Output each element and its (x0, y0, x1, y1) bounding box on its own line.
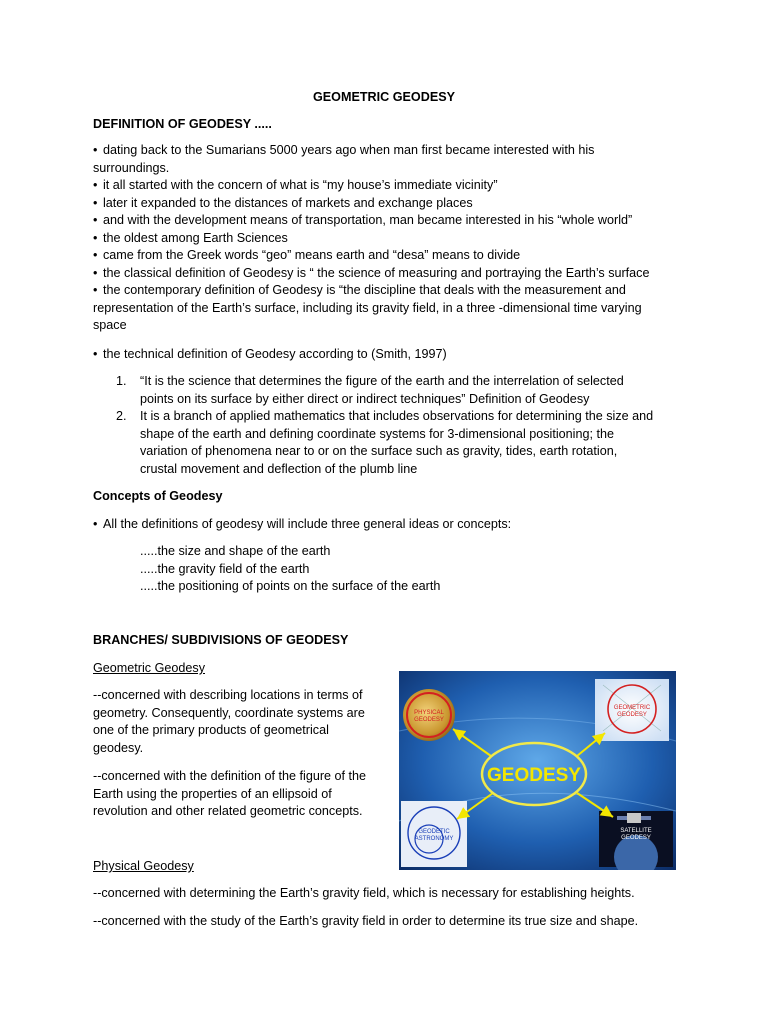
physical-paragraph-1: --concerned with determining the Earth’s gravity field, which is necessary for establishing heights. (93, 886, 635, 900)
numbered-item: 1. “It is the science that determines the figure of the earth and the interrelation of selected points on its surface by either direct or indirect techniques” Definition of Geodesy (116, 374, 624, 406)
bullet-item: • dating back to the Sumarians 5000 years ago when man first became interested with his surroundings. (93, 143, 595, 175)
definition-heading: DEFINITION OF GEODESY ..... (93, 117, 272, 131)
svg-text:GEODESY: GEODESY (414, 717, 444, 723)
numbered-item: 2. It is a branch of applied mathematics that includes observations for determining the size and shape of the earth and defining coordinate systems for 3-dimensional positioning; the variation of phenomena near to or on the surface such as gravity, tides, earth rotation, crustal movement and deflection of the plumb line (116, 409, 654, 476)
bullet-item: • came from the Greek words “geo” means earth and “desa” means to divide (93, 248, 521, 262)
geometric-paragraph-2: --concerned with the definition of the figure of the Earth using the properties of an ellipsoid of revolution and other related geometric concepts. (93, 769, 367, 818)
bullet-item: • the contemporary definition of Geodesy is “the discipline that deals with the measurement and representation of the Earth’s surface, including its gravity field, in a three -dimensional time varying space (93, 283, 642, 332)
satellite-geodesy-node (599, 811, 673, 870)
geodesy-diagram (399, 671, 676, 870)
center-label: GEODESY (487, 765, 581, 786)
svg-text:PHYSICAL: PHYSICAL (414, 710, 444, 716)
geodesy-diagram-svg (399, 671, 676, 870)
geometric-paragraph-1: --concerned with describing locations in terms of geometry. Consequently, coordinate systems are one of the primary products of geometrical geodesy. (93, 688, 365, 755)
bullet-item: • and with the development means of transportation, man became interested in his “whole world” (93, 213, 633, 227)
physical-geodesy-node (403, 689, 455, 741)
geometric-geodesy-heading: Geometric Geodesy (93, 661, 205, 675)
physical-geodesy-heading: Physical Geodesy (93, 859, 194, 873)
concept-item: .....the gravity field of the earth (140, 561, 310, 576)
svg-text:GEODESY: GEODESY (621, 835, 651, 841)
page-title: GEOMETRIC GEODESY (312, 90, 456, 104)
bullet-item: • the classical definition of Geodesy is “ the science of measuring and portraying the Earth’s surface (93, 265, 650, 280)
svg-text:SATELLITE: SATELLITE (620, 828, 652, 834)
concepts-heading: Concepts of Geodesy (93, 489, 223, 503)
bullet-item: • later it expanded to the distances of markets and exchange places (93, 195, 473, 210)
bullet-item: • the oldest among Earth Sciences (93, 230, 288, 245)
svg-text:GEODESY: GEODESY (617, 712, 647, 718)
svg-text:GEODETIC: GEODETIC (418, 829, 450, 835)
svg-text:GEOMETRIC: GEOMETRIC (613, 705, 651, 711)
svg-text:ASTRONOMY: ASTRONOMY (414, 836, 454, 842)
concept-item: .....the positioning of points on the surface of the earth (140, 579, 441, 593)
concept-item: .....the size and shape of the earth (140, 544, 331, 558)
geometric-geodesy-node (595, 679, 669, 741)
concepts-bullet: • All the definitions of geodesy will include three general ideas or concepts: (93, 517, 512, 531)
technical-bullet: • the technical definition of Geodesy according to (Smith, 1997) (93, 347, 447, 361)
bullet-item: • it all started with the concern of what is “my house’s immediate vicinity” (93, 178, 498, 192)
physical-paragraph-2: --concerned with the study of the Earth’s gravity field in order to determine its true size and shape. (93, 914, 639, 928)
geodetic-astronomy-node (401, 801, 467, 867)
branches-heading: BRANCHES/ SUBDIVISIONS OF GEODESY (93, 633, 349, 647)
